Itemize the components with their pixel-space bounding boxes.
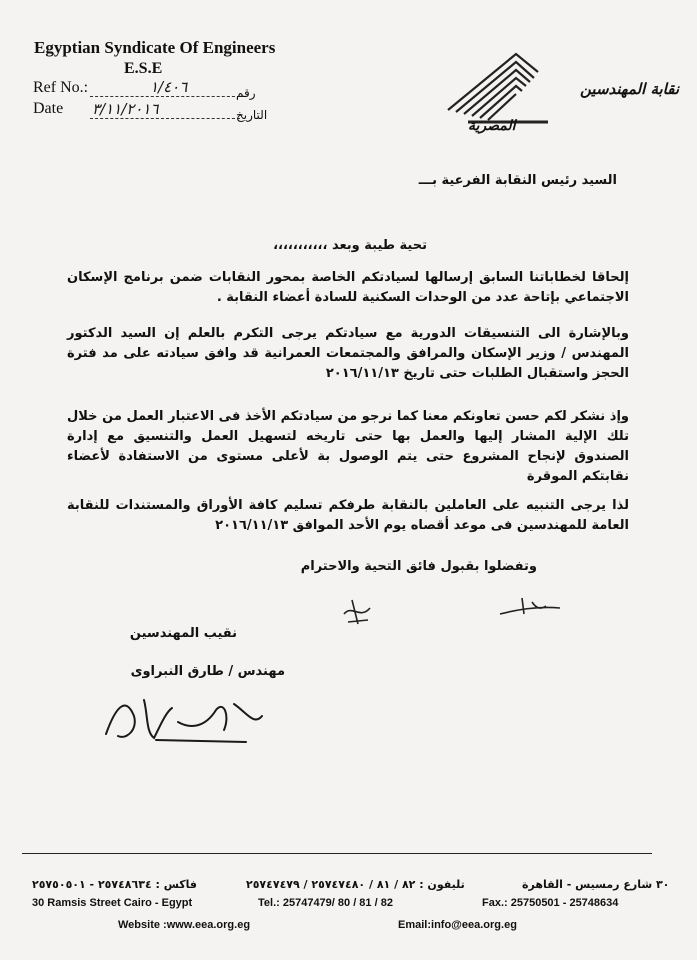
closing-line: وتفضلوا بقبول فائق التحية والاحترام (300, 559, 537, 574)
footer-phone-arabic: تليفون : ٨٢ / ٨١ / ٢٥٧٤٧٤٨٠ / ٢٥٧٤٧٤٧٩ (246, 878, 465, 891)
paragraph-1: إلحاقا لخطاباتنا السابق إرسالها لسيادتكم الخاصة بمحور النقابات ضمن برنامج الإسكان الاجتماعي بإتاحة عدد من الوحدات السكنية للسادة أعضاء النقابة . (67, 270, 629, 305)
footer-address-arabic: ٣٠ شارع رمسيس - القاهرة (522, 878, 670, 891)
signatory-title: نقيب المهندسين (129, 626, 237, 641)
date-label: Date (33, 100, 64, 117)
logo-text-line2: المصرية (468, 118, 516, 134)
ref-dotted-line (90, 96, 240, 97)
ref-label: Ref No.: (33, 79, 89, 96)
footer-address-english: 30 Ramsis Street Cairo - Egypt (32, 897, 193, 909)
ref-label-arabic: رقم (236, 86, 256, 100)
greeting: تحية طيبة وبعد ،،،،،،،،،،، (273, 238, 427, 253)
paragraph-3: وإذ نشكر لكم حسن تعاونكم معنا كما نرجو من سيادتكم الأخذ فى الاعتبار العمل من خلال تلك الإلية المشار إليها والعمل بها حتى تاريخه لتسهيل العمل والتنسيق مع إدارة الصندوق لإنجاح المشروع حتى يتم الوصول بة لأعلى مستوى من الاستفادة لأعضاء نقابتكم الموقرة (67, 409, 629, 484)
footer-divider (22, 853, 652, 854)
footer-email: Email:info@eea.org.eg (398, 919, 517, 931)
initials-mark-left (338, 594, 378, 630)
date-dotted-line (90, 118, 240, 119)
initials-mark-right (496, 592, 566, 622)
footer-telephone-english: Tel.: 25747479/ 80 / 81 / 82 (258, 897, 393, 909)
addressee: السيد رئيس النقابة الفرعية بـــ (418, 173, 617, 188)
date-label-arabic: التاريخ (236, 108, 268, 122)
organization-name: Egyptian Syndicate Of Engineers (34, 38, 276, 57)
footer-fax-english: Fax.: 25750501 - 25748634 (482, 897, 619, 909)
footer-fax-arabic: فاكس : ٢٥٧٤٨٦٣٤ - ٢٥٧٥٠٥٠١ (32, 878, 198, 891)
handwritten-signature (96, 686, 272, 750)
signatory-name: مهندس / طارق النبراوى (130, 664, 285, 679)
footer-website: Website :www.eea.org.eg (118, 919, 251, 931)
paragraph-4: لذا يرجى التنبيه على العاملين بالنقابة طرفكم تسليم كافة الأوراق والمستندات للنقابة العامة للمهندسين فى موعد أقصاه يوم الأحد الموافق ٢٠١٦/١١/١٣ (67, 498, 629, 533)
paragraph-2: وبالإشارة الى التنسيقات الدورية مع سيادتكم يرجى التكرم بالعلم إن السيد الدكتور المهندس / وزير الإسكان والمرافق والمجتمعات العمرانية قد وافق سيادته على مد فترة الحجز واستقبال الطلبات حتى تاريخ ٢٠١٦/١١/١٣ (67, 326, 629, 381)
organization-abbreviation: E.S.E (124, 60, 163, 77)
ref-number: ١/٤٠٦ (150, 78, 188, 96)
logo-text-line1: نقابة المهندسين (580, 80, 680, 98)
date-value: ٣/١١/٢٠١٦ (92, 100, 159, 118)
